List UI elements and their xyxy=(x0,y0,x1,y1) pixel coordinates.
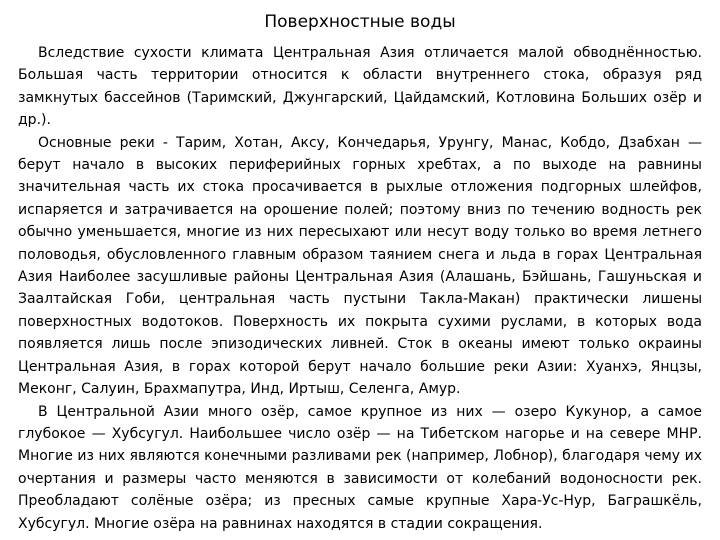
paragraph-lakes: В Центральной Азии много озёр, самое крупное из них — озеро Кукунор, а самое глубокое — Хубсугул. Наибольшее число озёр — на Тибетском нагорье и на севере МНР. Многие из них являются конечными разливами рек (например, Лобнор), благодаря чему их очертания и размеры часто меняются в зависимости от колебаний водоносности рек. Преобладают солёные озёра; из пресных самые крупные Хара-Ус-Нур, Баграшкёль, Хубсугул. Многие озёра на равнинах находятся в стадии сокращения. xyxy=(18,403,702,532)
paragraph-climate: Вследствие сухости климата Центральная Азия отличается малой обводнённостью. Большая часть территории относится к области внутреннего стока, образуя ряд замкнутых бассейнов (Таримский, Джунгарский, Цайдамский, Котловина Больших озёр и др.). xyxy=(18,45,702,129)
paragraph-rivers: Основные реки - Тарим, Хотан, Аксу, Кончедарья, Урунгу, Манас, Кобдо, Дзабхан — берут начало в высоких периферийных горных хребтах, а по выходе на равнины значительная часть их стока просачивается в рыхлые отложения подгорных шлейфов, испаряется и затрачивается на орошение полей; поэтому вниз по течению водность рек обычно уменьшается, многие из них пересыхают или несут воду только во время летнего половодья, обусловленного главным образом таянием снега и льда в горах Центральная Азия Наиболее засушливые районы Центральная Азия (Алашань, Бэйшань, Гашуньская и Заалтайская Гоби, центральная часть пустыни Такла-Макан) практически лишены поверхностных водотоков. Поверхность их покрыта сухими руслами, в которых вода появляется лишь после эпизодических ливней. Сток в океаны имеют только окраины Центральная Азия, в горах которой берут начало большие реки Азии: Хуанхэ, Янцзы, Меконг, Салуин, Брахмапутра, Инд, Иртыш, Селенга, Амур. xyxy=(18,134,702,398)
page-title: Поверхностные воды xyxy=(264,12,456,32)
